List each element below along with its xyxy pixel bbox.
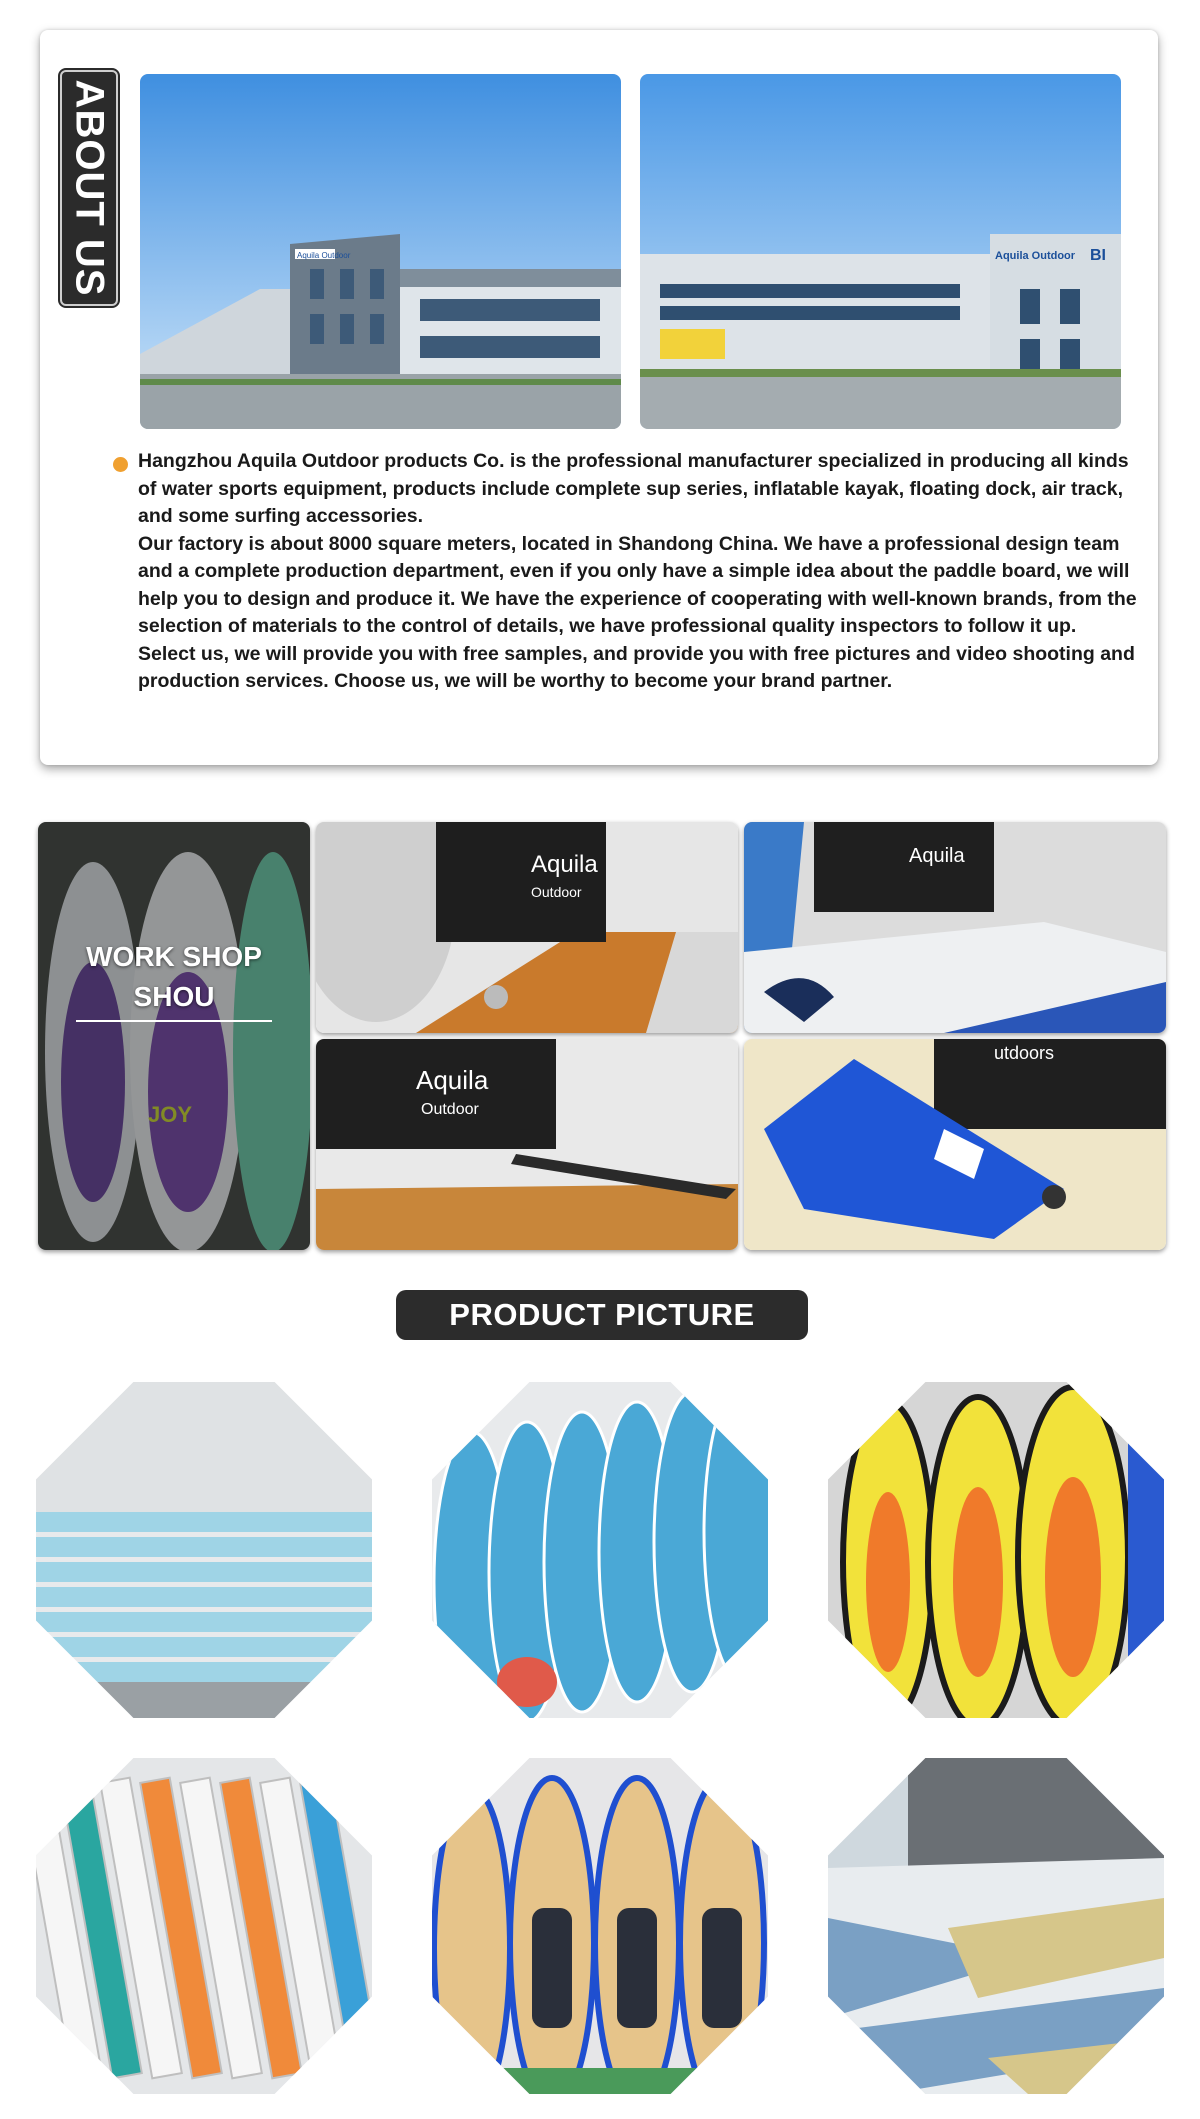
shirt-text: Outdoor: [531, 884, 582, 900]
workshop-caption-line2: SHOU: [133, 981, 215, 1012]
product-picture-banner: PRODUCT PICTURE: [396, 1290, 808, 1340]
workshop-photo-4: [744, 1039, 1166, 1250]
shirt-text: Aquila: [909, 845, 965, 867]
caption-underline: [76, 1020, 272, 1022]
product-photo-2: [432, 1382, 768, 1718]
factory-photo-left: [140, 74, 621, 429]
bullet-dot: [113, 457, 128, 472]
shirt-text: utdoors: [994, 1043, 1055, 1063]
workshop-photo-2: [744, 822, 1166, 1033]
product-photo-6: [828, 1758, 1164, 2094]
workshop-photo-3: [316, 1039, 738, 1250]
workshop-photo-1: [316, 822, 738, 1033]
factory-sign-right: Aquila Outdoor: [995, 250, 1076, 262]
factory-sign-left: Aquila Outdoor: [297, 251, 351, 260]
factory-photo-right: [640, 74, 1121, 429]
workshop-caption-line1: WORK SHOP: [86, 941, 262, 972]
product-photo-3: [828, 1382, 1164, 1718]
product-photo-5: [432, 1758, 768, 2094]
product-photo-4: [36, 1758, 372, 2094]
about-paragraph: Our factory is about 8000 square meters, located in Shandong China. We have a professional design team and a complete production department, even if you only have a simple idea about the paddle board, we will help you to design and produce it. We have the experience of cooperating with well-known brands, from the selection of materials to the control of details, we have professional quality inspectors to follow it up.: [138, 532, 1137, 637]
shirt-text: Outdoor: [421, 1101, 479, 1118]
about-us-tab: [60, 70, 118, 306]
about-paragraph: Hangzhou Aquila Outdoor products Co. is the professional manufacturer specialized in producing all kinds of water sports equipment, products include complete sup series, inflatable kayak, floating dock, air track, and some surfing accessories.: [138, 450, 1129, 527]
about-description: [138, 448, 1138, 696]
workshop-photo-main: [38, 822, 310, 1250]
factory-sign-bi: BI: [1090, 247, 1106, 264]
about-us-label: ABOUT US: [67, 79, 112, 297]
workshop-caption: [38, 937, 310, 1017]
product-photo-1: [36, 1382, 372, 1718]
shirt-text: Aquila: [416, 1065, 489, 1095]
about-paragraph: Select us, we will provide you with free samples, and provide you with free pictures and video shooting and production services. Choose us, we will be worthy to become your brand partner.: [138, 642, 1135, 692]
about-us-card: [40, 30, 1158, 765]
shirt-text: Aquila: [531, 851, 598, 878]
